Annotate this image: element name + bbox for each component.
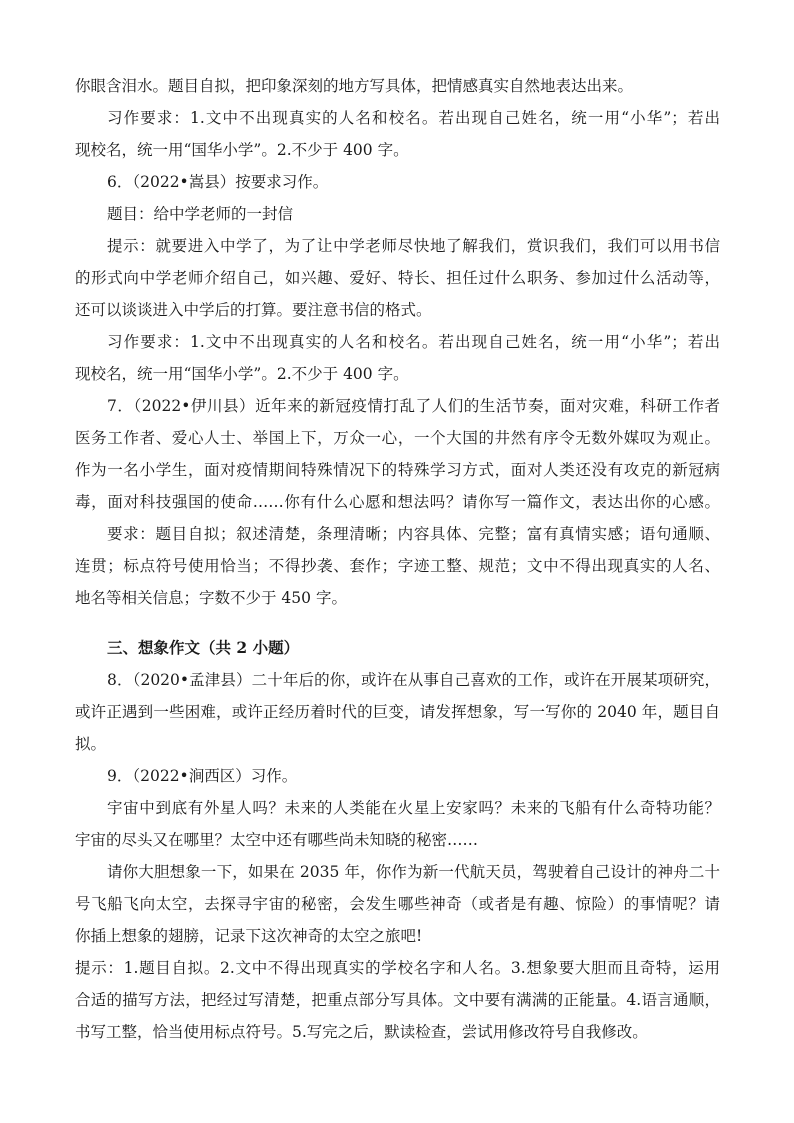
- requirement-line: 习作要求：1.文中不出现真实的人名和校名。若出现自己姓名，统一用“小华”；若出: [107, 109, 720, 127]
- hint-line: 合适的描写方法，把经过写清楚，把重点部分写具体。文中要有满满的正能量。4.语言通顺，: [75, 991, 720, 1009]
- requirement-line: 习作要求：1.文中不出现真实的人名和校名。若出现自己姓名，统一用“小华”；若出: [107, 333, 720, 351]
- question-8-line: 拟。: [75, 735, 107, 753]
- question-7-line: 作为一名小学生，面对疫情期间特殊情况下的特殊学习方式，面对人类还没有攻克的新冠病: [75, 461, 720, 479]
- requirement-line: 地名等相关信息；字数不少于 450 字。: [75, 589, 347, 607]
- requirement-line: 连贯；标点符号使用恰当；不得抄袭、套作；字迹工整、规范；文中不得出现真实的人名、: [75, 557, 720, 575]
- section-heading: 三、想象作文（共 2 小题）: [107, 638, 300, 657]
- hint-line: 提示：1.题目自拟。2.文中不得出现真实的学校名字和人名。3.想象要大胆而且奇特，运用: [75, 959, 720, 977]
- question-8-heading: 8．（2020•孟津县）二十年后的你，或许在从事自己喜欢的工作，或许在开展某项研究，: [107, 671, 721, 689]
- hint-line: 提示：就要进入中学了，为了让中学老师尽快地了解我们，赏识我们，我们可以用书信: [107, 237, 720, 255]
- question-9-line: 你插上想象的翅膀，记录下这次神奇的太空之旅吧!: [75, 927, 423, 945]
- hint-line: 还可以谈谈进入中学后的打算。要注意书信的格式。: [75, 301, 432, 319]
- question-9-line: 宇宙中到底有外星人吗？未来的人类能在火星上安家吗？未来的飞船有什么奇特功能？: [107, 799, 720, 817]
- question-7-line: 医务工作者、爱心人士、举国上下，万众一心，一个大国的井然有序令无数外媒叹为观止。: [75, 429, 720, 447]
- question-9-heading: 9．（2022•涧西区）习作。: [107, 767, 298, 785]
- requirement-line: 现校名，统一用“国华小学”。2.不少于 400 字。: [75, 141, 409, 159]
- hint-line: 的形式向中学老师介绍自己，如兴趣、爱好、特长、担任过什么职务、参加过什么活动等，: [75, 269, 720, 287]
- hint-line: 书写工整，恰当使用标点符号。5.写完之后，默读检查，尝试用修改符号自我修改。: [75, 1023, 648, 1041]
- requirement-line: 要求：题目自拟；叙述清楚，条理清晰；内容具体、完整；富有真情实感；语句通顺、: [107, 525, 720, 543]
- question-8-line: 或许正遇到一些困难，或许正经历着时代的巨变，请发挥想象，写一写你的 2040 年，题目自: [75, 703, 720, 721]
- question-6-heading: 6．（2022•嵩县）按要求习作。: [107, 173, 329, 191]
- question-9-line: 宇宙的尽头又在哪里？太空中还有哪些尚未知晓的秘密……: [75, 831, 479, 849]
- question-7-heading: 7．（2022•伊川县）近年来的新冠疫情打乱了人们的生活节奏，面对灾难，科研工作者: [107, 397, 720, 415]
- question-6-title: 题目：给中学老师的一封信: [107, 205, 294, 223]
- question-9-line: 请你大胆想象一下，如果在 2035 年，你作为新一代航天员，驾驶着自己设计的神舟二十: [107, 863, 720, 881]
- question-7-line: 毒，面对科技强国的使命……你有什么心愿和想法吗？请你写一篇作文，表达出你的心感。: [75, 493, 720, 511]
- question-9-line: 号飞船飞向太空，去探寻宇宙的秘密，会发生哪些神奇（或者是有趣、惊险）的事情呢？请: [75, 895, 720, 913]
- text-line: 你眼含泪水。题目自拟，把印象深刻的地方写具体，把情感真实自然地表达出来。: [75, 77, 634, 95]
- requirement-line: 现校名，统一用“国华小学”。2.不少于 400 字。: [75, 365, 409, 383]
